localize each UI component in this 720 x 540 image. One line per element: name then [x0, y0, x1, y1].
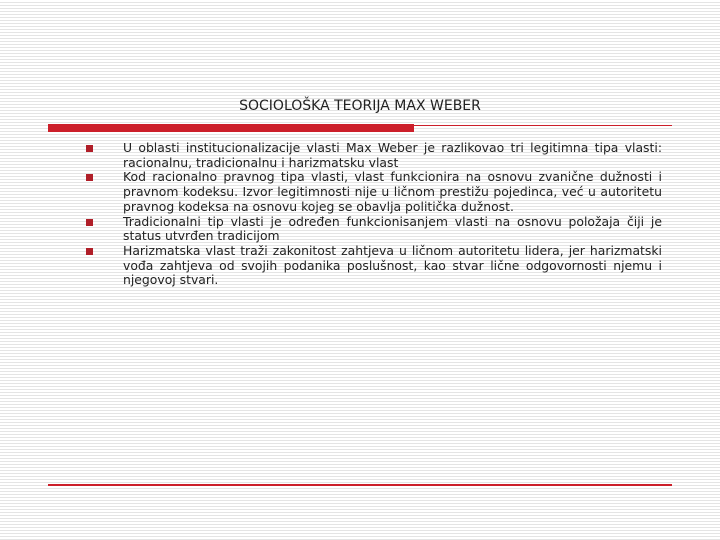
bullet-text: Kod racionalno pravnog tipa vlasti, vlast funkcionira na osnovu zvanične dužnosti i pravnom kodeksu. Izvor legitimnosti nije u ličnom prestižu pojedinca, već u autoritetu pravnog kodeksa na osnovu kojeg se obavlja politička dužnost. — [123, 169, 662, 214]
bullet-item — [86, 244, 662, 288]
bullet-text: Harizmatska vlast traži zakonitost zahtjeva u ličnom autoritetu lidera, jer harizmatski vođa zahtjeva od svojih podanika poslušnost, kao stvar lične odgovornosti njemu i njegovoj stvari. — [123, 242, 662, 288]
title-accent-bar — [48, 124, 414, 132]
square-bullet-icon — [86, 248, 93, 255]
bullet-list — [86, 141, 662, 288]
slide-title: SOCIOLOŠKA TEORIJA MAX WEBER — [239, 98, 481, 114]
footer-rule — [48, 484, 672, 486]
bullet-item — [86, 215, 662, 244]
bullet-text: U oblasti institucionalizacije vlasti Max Weber je razlikovao tri legitimna tipa vlasti: racionalnu, tradicionalnu i harizmatsku vlast — [123, 140, 662, 170]
bullet-item — [86, 141, 662, 170]
square-bullet-icon — [86, 145, 93, 152]
square-bullet-icon — [86, 219, 93, 226]
bullet-item — [86, 170, 662, 214]
bullet-text: Tradicionalni tip vlasti je određen funkcionisanjem vlasti na osnovu položaja čiji je status utvrđen tradicijom — [123, 213, 662, 244]
square-bullet-icon — [86, 174, 93, 181]
